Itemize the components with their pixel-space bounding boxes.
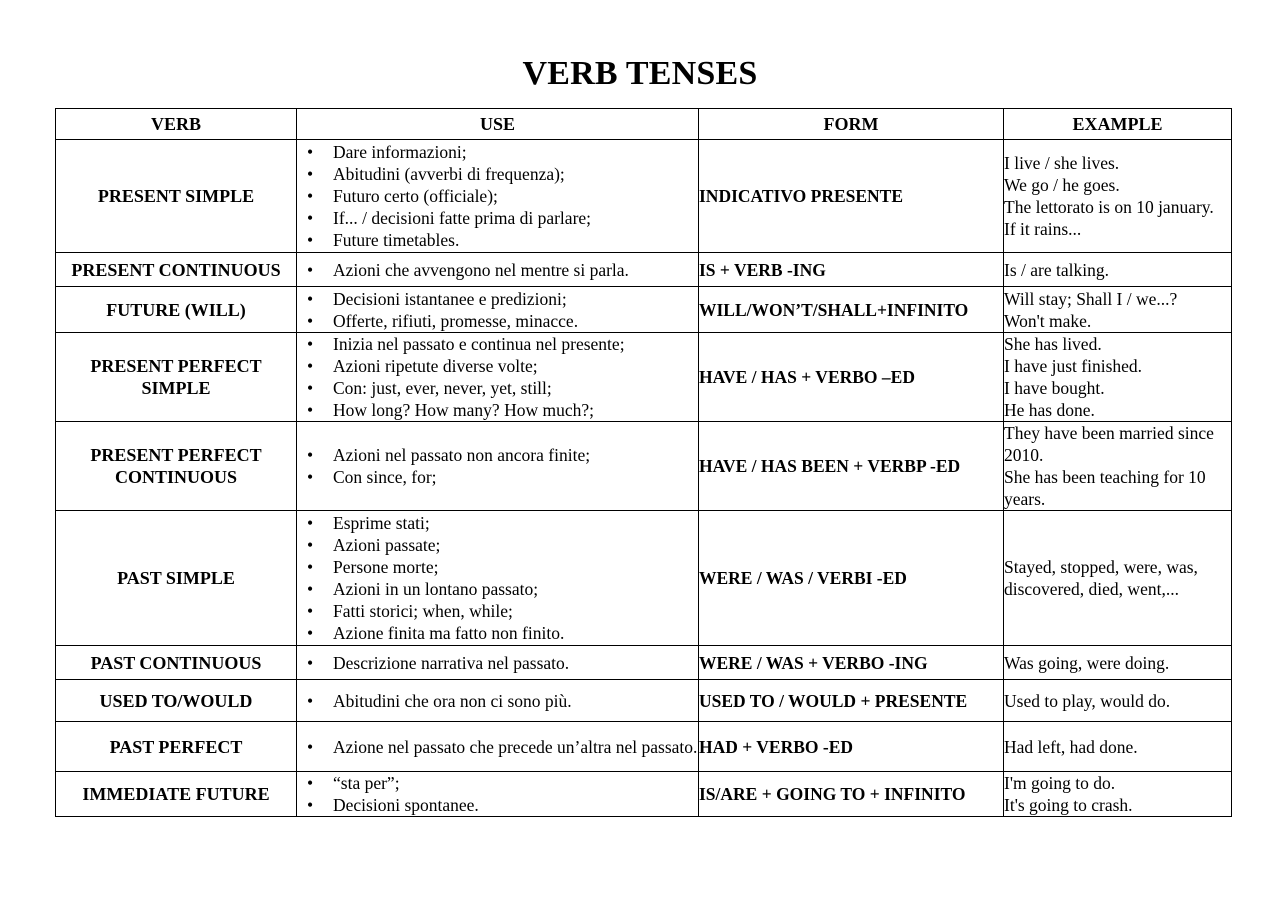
- use-cell: [297, 287, 699, 333]
- table-row: [56, 422, 1232, 511]
- use-list: [297, 333, 698, 421]
- verb-cell: USED TO/WOULD: [56, 680, 297, 722]
- use-item: • “sta per”;: [297, 772, 698, 794]
- example-line: They have been married since 2010.: [1004, 423, 1214, 465]
- example-cell: [1004, 680, 1232, 722]
- use-item: • Fatti storici; when, while;: [297, 600, 698, 622]
- header-use: USE: [297, 109, 699, 140]
- form-cell: USED TO / WOULD + PRESENTE: [699, 680, 1004, 722]
- example-cell: [1004, 646, 1232, 680]
- example-line: I have bought.: [1004, 378, 1105, 398]
- use-cell: [297, 680, 699, 722]
- form-cell: IS/ARE + GOING TO + INFINITO: [699, 772, 1004, 817]
- use-list: [297, 444, 698, 488]
- use-cell: [297, 772, 699, 817]
- use-item: • Future timetables.: [297, 229, 698, 251]
- use-item: • Offerte, rifiuti, promesse, minacce.: [297, 310, 698, 332]
- use-item: • How long? How many? How much?;: [297, 399, 698, 421]
- use-list: [297, 512, 698, 644]
- form-cell: WERE / WAS / VERBI -ED: [699, 511, 1004, 646]
- example-line: I have just finished.: [1004, 356, 1143, 376]
- use-item: • Azioni che avvengono nel mentre si parla.: [297, 259, 698, 281]
- form-cell: WILL/WON’T/SHALL+INFINITO: [699, 287, 1004, 333]
- use-item: • Decisioni spontanee.: [297, 794, 698, 816]
- use-item: • Con since, for;: [297, 466, 698, 488]
- use-cell: [297, 722, 699, 772]
- use-item: • Azione nel passato che precede un’altra nel passato.: [297, 736, 698, 758]
- example-cell: [1004, 287, 1232, 333]
- example-line: We go / he goes.: [1004, 175, 1120, 195]
- use-list: [297, 652, 698, 674]
- use-item: • Abitudini (avverbi di frequenza);: [297, 163, 698, 185]
- example-cell: [1004, 333, 1232, 422]
- example-line: Will stay; Shall I / we...?: [1004, 288, 1178, 309]
- table-row: [56, 140, 1232, 253]
- use-cell: [297, 422, 699, 511]
- example-cell: [1004, 722, 1232, 772]
- use-cell: [297, 511, 699, 646]
- verb-cell: PRESENT SIMPLE: [56, 140, 297, 253]
- table-row: [56, 287, 1232, 333]
- use-item: • Azioni ripetute diverse volte;: [297, 355, 698, 377]
- use-item: • Azioni passate;: [297, 534, 698, 556]
- table-row: [56, 253, 1232, 287]
- table-row: [56, 722, 1232, 772]
- use-item: • Azioni nel passato non ancora finite;: [297, 444, 698, 466]
- use-item: • Azioni in un lontano passato;: [297, 578, 698, 600]
- use-item: • Dare informazioni;: [297, 141, 698, 163]
- example-cell: [1004, 511, 1232, 646]
- verb-cell: PRESENT CONTINUOUS: [56, 253, 297, 287]
- use-list: [297, 736, 698, 758]
- verb-cell: PAST SIMPLE: [56, 511, 297, 646]
- use-item: • Futuro certo (officiale);: [297, 185, 698, 207]
- use-item: • Con: just, ever, never, yet, still;: [297, 377, 698, 399]
- use-cell: [297, 140, 699, 253]
- use-list: [297, 288, 698, 332]
- example-line: Stayed, stopped, were, was, discovered, died, went,...: [1004, 557, 1198, 599]
- form-cell: INDICATIVO PRESENTE: [699, 140, 1004, 253]
- use-cell: [297, 253, 699, 287]
- example-line: It's going to crash.: [1004, 795, 1133, 815]
- verb-cell: PAST PERFECT: [56, 722, 297, 772]
- verb-cell: PAST CONTINUOUS: [56, 646, 297, 680]
- example-line: Had left, had done.: [1004, 736, 1138, 757]
- example-line: She has been teaching for 10 years.: [1004, 467, 1206, 509]
- example-line: If it rains...: [1004, 219, 1082, 239]
- verb-cell: FUTURE (WILL): [56, 287, 297, 333]
- form-cell: HAD + VERBO -ED: [699, 722, 1004, 772]
- use-item: • Decisioni istantanee e predizioni;: [297, 288, 698, 310]
- use-list: [297, 690, 698, 712]
- table-row: [56, 646, 1232, 680]
- table-body: [56, 140, 1232, 817]
- example-line: I live / she lives.: [1004, 153, 1120, 173]
- use-item: • Esprime stati;: [297, 512, 698, 534]
- use-item: • If... / decisioni fatte prima di parlare;: [297, 207, 698, 229]
- form-cell: IS + VERB -ING: [699, 253, 1004, 287]
- verb-cell: PRESENT PERFECT CONTINUOUS: [56, 422, 297, 511]
- example-cell: [1004, 772, 1232, 817]
- header-row: [56, 109, 1232, 140]
- use-item: • Abitudini che ora non ci sono più.: [297, 690, 698, 712]
- example-line: I'm going to do.: [1004, 773, 1116, 793]
- header-form: FORM: [699, 109, 1004, 140]
- example-line: Used to play, would do.: [1004, 690, 1171, 711]
- use-list: [297, 259, 698, 281]
- example-line: Was going, were doing.: [1004, 652, 1170, 673]
- example-cell: [1004, 422, 1232, 511]
- use-item: • Persone morte;: [297, 556, 698, 578]
- use-item: • Inizia nel passato e continua nel presente;: [297, 333, 698, 355]
- use-item: • Descrizione narrativa nel passato.: [297, 652, 698, 674]
- use-list: [297, 141, 698, 251]
- example-line: He has done.: [1004, 400, 1095, 420]
- verb-cell: IMMEDIATE FUTURE: [56, 772, 297, 817]
- example-line: Won't make.: [1004, 310, 1092, 331]
- example-line: The lettorato is on 10 january.: [1004, 197, 1214, 217]
- use-list: [297, 772, 698, 816]
- form-cell: HAVE / HAS + VERBO –ED: [699, 333, 1004, 422]
- table-row: [56, 333, 1232, 422]
- table-row: [56, 772, 1232, 817]
- header-verb: VERB: [56, 109, 297, 140]
- form-cell: WERE / WAS + VERBO -ING: [699, 646, 1004, 680]
- table-row: [56, 511, 1232, 646]
- use-cell: [297, 333, 699, 422]
- use-item: • Azione finita ma fatto non finito.: [297, 622, 698, 644]
- table-row: [56, 680, 1232, 722]
- example-cell: [1004, 140, 1232, 253]
- header-example: EXAMPLE: [1004, 109, 1232, 140]
- verb-cell: PRESENT PERFECT SIMPLE: [56, 333, 297, 422]
- example-line: Is / are talking.: [1004, 259, 1109, 280]
- form-cell: HAVE / HAS BEEN + VERBP -ED: [699, 422, 1004, 511]
- use-cell: [297, 646, 699, 680]
- example-cell: [1004, 253, 1232, 287]
- page-title: VERB TENSES: [522, 55, 758, 92]
- verb-tenses-table: [55, 108, 1232, 817]
- example-line: She has lived.: [1004, 334, 1102, 354]
